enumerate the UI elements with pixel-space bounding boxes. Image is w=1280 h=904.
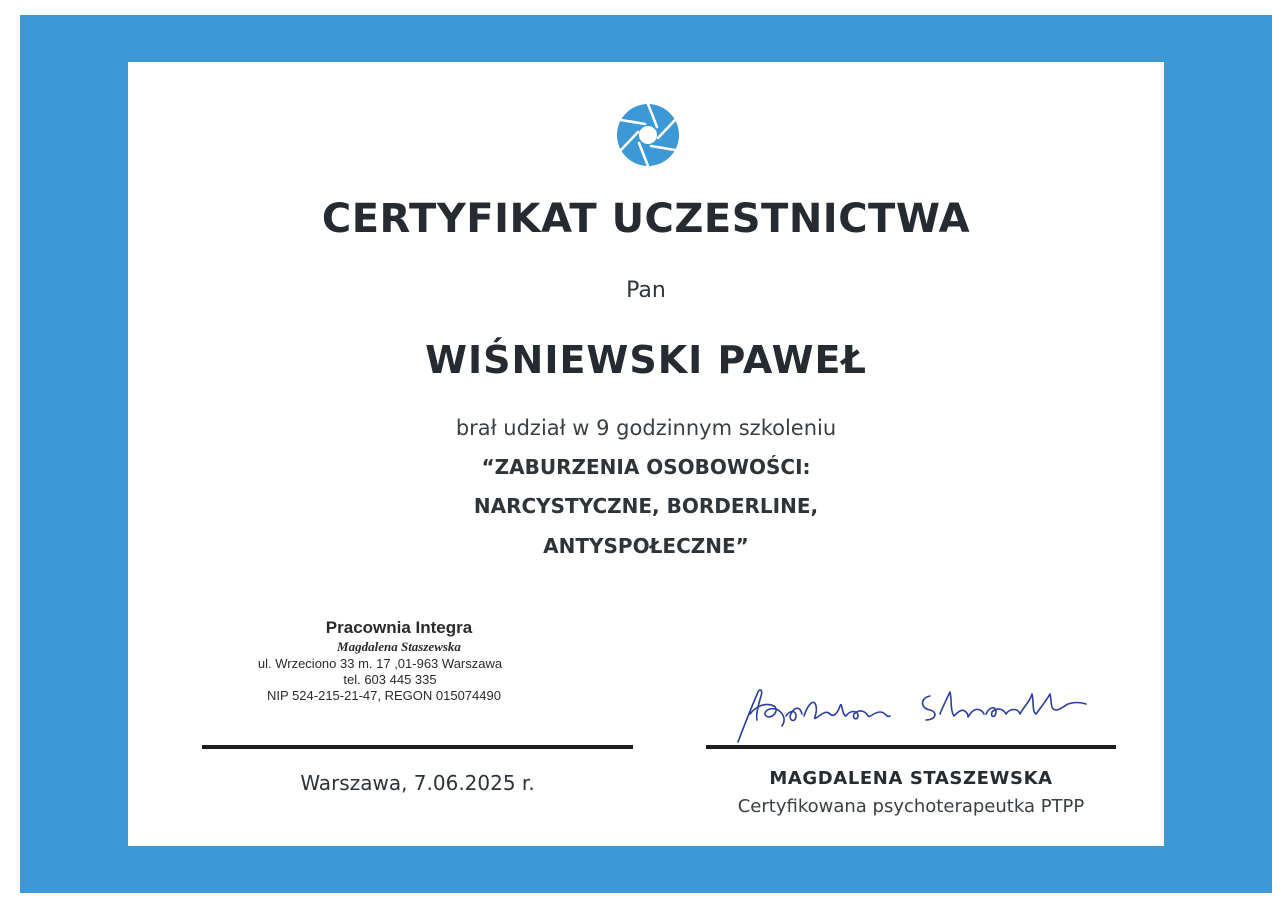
participation-description: brał udział w 9 godzinnym szkoleniu xyxy=(455,416,837,440)
stamp-owner-name: Magdalena Staszewska xyxy=(337,639,461,654)
certificate-title: CERTYFIKAT UCZESTNICTWA xyxy=(321,196,971,242)
handwritten-signature xyxy=(730,676,1090,748)
signer-role: Certyfikowana psychoterapeutka PTPP xyxy=(737,796,1085,817)
participant-name: WIŚNIEWSKI PAWEŁ xyxy=(425,338,867,382)
course-title-line: “ZABURZENIA OSOBOWOŚCI: xyxy=(481,455,811,479)
stamp-phone: tel. 603 445 335 xyxy=(343,672,437,687)
course-title-line: ANTYSPOŁECZNE” xyxy=(543,534,749,558)
salutation: Pan xyxy=(626,278,666,303)
company-stamp xyxy=(240,618,520,703)
aperture-icon xyxy=(615,102,681,168)
signer-name: MAGDALENA STASZEWSKA xyxy=(769,768,1053,789)
stamp-company-name: Pracownia Integra xyxy=(325,618,473,637)
signer-signature-line xyxy=(706,745,1116,749)
stamp-tax-ids: NIP 524-215-21-47, REGON 015074490 xyxy=(267,688,501,703)
date-signature-line xyxy=(202,745,633,749)
stamp-address: ul. Wrzeciono 33 m. 17 ,01-963 Warszawa xyxy=(257,656,503,671)
course-title-line: NARCYSTYCZNE, BORDERLINE, xyxy=(473,494,819,518)
place-and-date: Warszawa, 7.06.2025 r. xyxy=(300,771,535,795)
